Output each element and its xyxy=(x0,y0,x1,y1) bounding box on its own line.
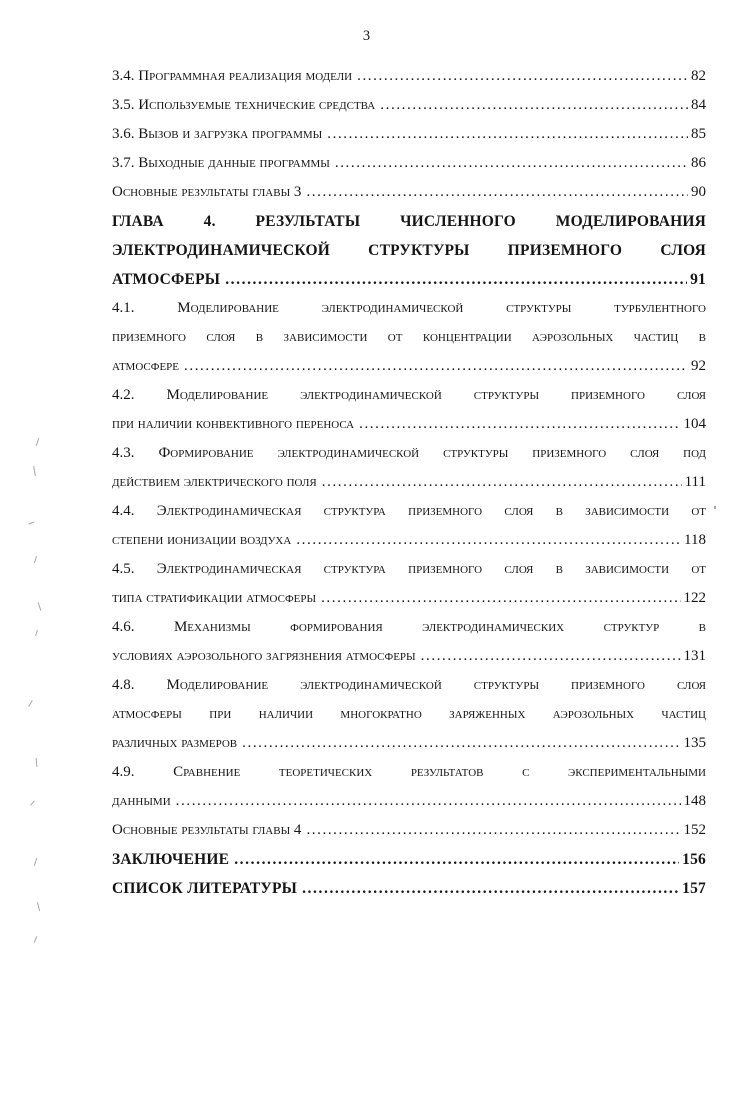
dot-leader xyxy=(322,468,682,497)
toc-entry-text: различных размеров xyxy=(112,735,238,751)
toc-entry-text: условиях аэрозольного загрязнения атмосферы xyxy=(112,648,416,664)
toc-entry-lastline xyxy=(112,468,706,497)
toc-entry-text: при наличии конвективного переноса xyxy=(112,416,355,432)
toc-entry-line: 4.4. Электродинамическая структура приземного слоя в зависимости от xyxy=(112,503,706,519)
dot-leader xyxy=(306,178,688,207)
toc-entry-page-number: 152 xyxy=(683,822,706,838)
toc-entry-lastline xyxy=(112,874,706,903)
toc-entry xyxy=(112,439,706,497)
scan-artifact xyxy=(34,858,37,866)
toc-entry-page-number: 148 xyxy=(683,793,706,809)
toc-entry-line: приземного слоя в зависимости от концентрации аэрозольных частиц в xyxy=(112,329,706,345)
toc-entry-line: 4.6. Механизмы формирования электродинамических структур в xyxy=(112,619,706,635)
toc-entry xyxy=(112,671,706,758)
toc-entry xyxy=(112,149,706,178)
toc-entry-line: ЭЛЕКТРОДИНАМИЧЕСКОЙ СТРУКТУРЫ ПРИЗЕМНОГО СЛОЯ xyxy=(112,242,706,259)
toc-entry-text: типа стратификации атмосферы xyxy=(112,590,317,606)
toc-entry-text: 3.4. Программная реализация модели xyxy=(112,68,353,84)
toc-entry-text: 3.6. Вызов и загрузка программы xyxy=(112,126,323,142)
toc-entry-page-number: 131 xyxy=(683,648,706,664)
toc-entry-lastline xyxy=(112,62,706,91)
toc-entry-line: 4.9. Сравнение теоретических результатов с экспериментальными xyxy=(112,764,706,780)
toc-entry xyxy=(112,758,706,816)
toc-entry-page-number: 84 xyxy=(691,97,706,113)
toc-entry-lastline xyxy=(112,729,706,758)
dot-leader xyxy=(225,265,687,294)
toc-entry xyxy=(112,381,706,439)
toc-entry-page-number: 118 xyxy=(684,532,706,548)
toc-entry xyxy=(112,207,706,294)
toc-entry-page-number: 156 xyxy=(682,851,706,868)
toc-entry xyxy=(112,294,706,381)
scan-artifact xyxy=(35,630,38,636)
toc-entry-text: Основные результаты главы 3 xyxy=(112,184,302,200)
toc-entry-page-number: 85 xyxy=(691,126,706,142)
toc-entry-text: АТМОСФЕРЫ xyxy=(112,271,221,288)
toc-entry-line: 4.5. Электродинамическая структура приземного слоя в зависимости от xyxy=(112,561,706,577)
toc-entry-text: степени ионизации воздуха xyxy=(112,532,292,548)
toc-entry-page-number: 82 xyxy=(691,68,706,84)
toc-entry-page-number: 111 xyxy=(684,474,706,490)
dot-leader xyxy=(176,787,681,816)
dot-leader xyxy=(242,729,680,758)
toc-entry-lastline xyxy=(112,91,706,120)
toc-entry-line: 4.3. Формирование электродинамической структуры приземного слоя под xyxy=(112,445,706,461)
toc-entry-page-number: 91 xyxy=(690,271,706,288)
toc-entry-text: действием электрического поля xyxy=(112,474,317,490)
scan-artifact xyxy=(34,936,38,943)
dot-leader xyxy=(234,845,679,874)
dot-leader xyxy=(296,526,681,555)
dot-leader xyxy=(321,584,680,613)
toc-entry-lastline xyxy=(112,526,706,555)
toc-entry-lastline xyxy=(112,120,706,149)
scan-artifact xyxy=(30,800,35,805)
scan-artifact xyxy=(33,466,36,476)
toc-entry-text: 3.7. Выходные данные программы xyxy=(112,155,330,171)
toc-entry-lastline xyxy=(112,265,706,294)
scan-artifact xyxy=(37,902,40,911)
scan-artifact xyxy=(38,602,42,611)
scan-artifact xyxy=(28,700,33,706)
toc-entry-line: 4.2. Моделирование электродинамической структуры приземного слоя xyxy=(112,387,706,403)
toc-entry-lastline xyxy=(112,787,706,816)
toc-entry-lastline xyxy=(112,584,706,613)
toc-entry xyxy=(112,62,706,91)
toc-entry-lastline xyxy=(112,410,706,439)
scan-artifact xyxy=(29,522,35,525)
dot-leader xyxy=(335,149,688,178)
dot-leader xyxy=(306,816,680,845)
toc-entry-text: данными xyxy=(112,793,171,809)
scan-artifact xyxy=(36,438,39,446)
toc-entry-page-number: 90 xyxy=(691,184,706,200)
toc-entry-text: 3.5. Используемые технические средства xyxy=(112,97,376,113)
toc-entry xyxy=(112,845,706,874)
scan-artifact xyxy=(36,758,38,767)
toc-entry xyxy=(112,497,706,555)
toc-entry xyxy=(112,178,706,207)
toc-entry-text: Основные результаты главы 4 xyxy=(112,822,302,838)
toc-entry-text: атмосфере xyxy=(112,358,179,374)
toc-entry-text: СПИСОК ЛИТЕРАТУРЫ xyxy=(112,880,298,897)
toc-entry xyxy=(112,874,706,903)
toc-entry-lastline xyxy=(112,816,706,845)
toc-entry xyxy=(112,555,706,613)
dot-leader xyxy=(421,642,681,671)
toc-entry-lastline xyxy=(112,178,706,207)
dot-leader xyxy=(327,120,688,149)
toc-entry-page-number: 104 xyxy=(683,416,706,432)
toc-entry-page-number: 157 xyxy=(682,880,706,897)
toc-entry-lastline xyxy=(112,845,706,874)
toc-entry-line: атмосферы при наличии многократно заряженных аэрозольных частиц xyxy=(112,706,706,722)
scan-artifact xyxy=(34,556,37,563)
scan-artifact xyxy=(714,506,716,509)
toc-entry xyxy=(112,816,706,845)
page-number: 3 xyxy=(362,28,371,44)
toc-entry-text: ЗАКЛЮЧЕНИЕ xyxy=(112,851,230,868)
toc-entry-lastline xyxy=(112,352,706,381)
toc-entry xyxy=(112,91,706,120)
dot-leader xyxy=(184,352,688,381)
dot-leader xyxy=(380,91,688,120)
table-of-contents xyxy=(112,62,706,903)
toc-entry-page-number: 122 xyxy=(683,590,706,606)
toc-entry-line: 4.8. Моделирование электродинамической структуры приземного слоя xyxy=(112,677,706,693)
dot-leader xyxy=(359,410,680,439)
dot-leader xyxy=(357,62,688,91)
toc-entry-line: 4.1. Моделирование электродинамической структуры турбулентного xyxy=(112,300,706,316)
dot-leader xyxy=(302,874,679,903)
toc-entry xyxy=(112,613,706,671)
toc-entry-lastline xyxy=(112,642,706,671)
toc-entry-page-number: 135 xyxy=(683,735,706,751)
toc-entry-page-number: 86 xyxy=(691,155,706,171)
toc-entry-lastline xyxy=(112,149,706,178)
toc-entry xyxy=(112,120,706,149)
toc-entry-page-number: 92 xyxy=(691,358,706,374)
toc-entry-line: ГЛАВА 4. РЕЗУЛЬТАТЫ ЧИСЛЕННОГО МОДЕЛИРОВАНИЯ xyxy=(112,213,706,230)
